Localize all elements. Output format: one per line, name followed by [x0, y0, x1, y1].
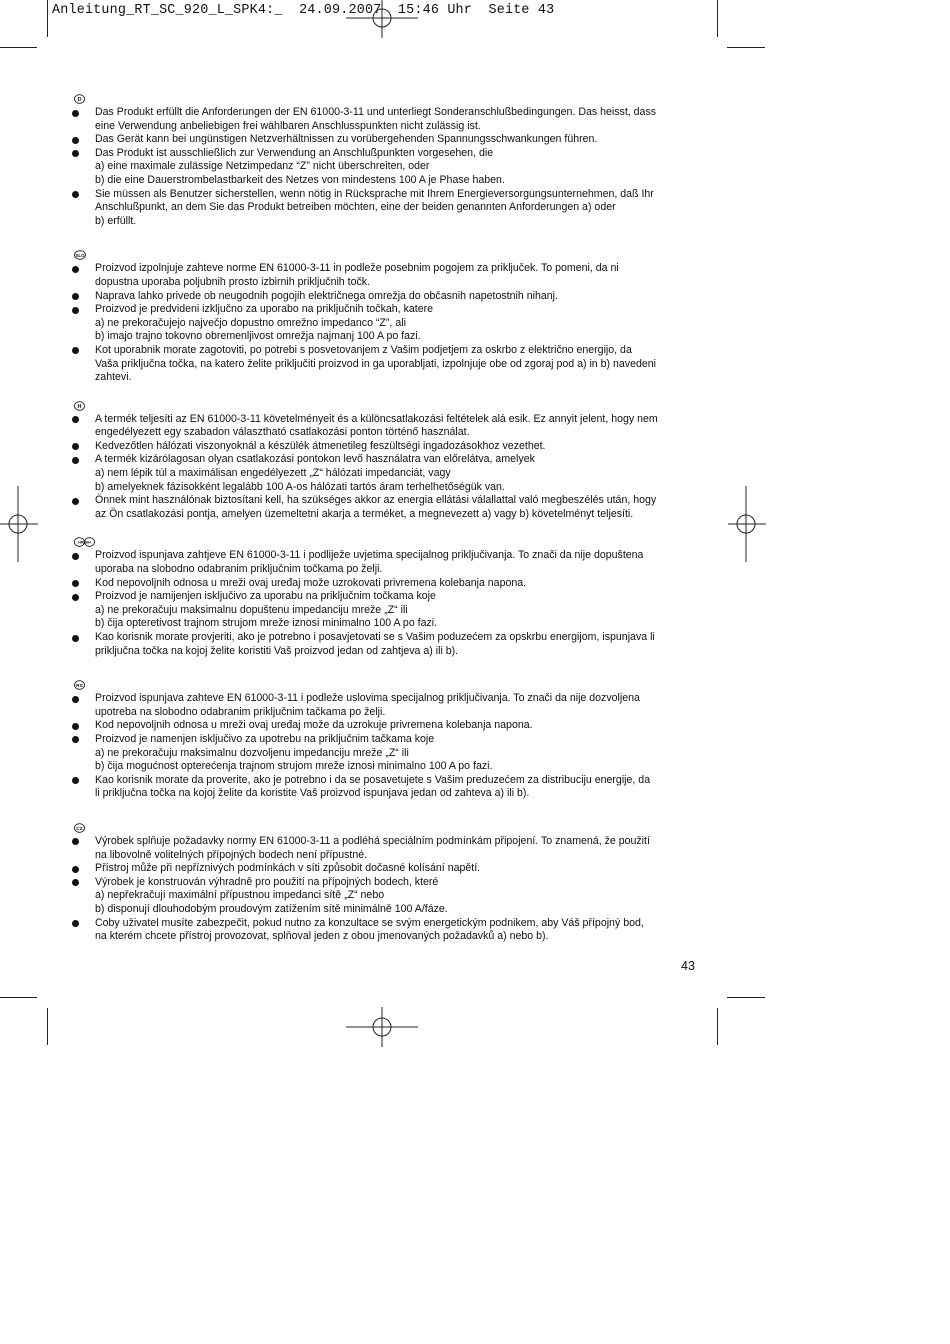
bullet-icon [72, 191, 79, 198]
bullet-icon [72, 293, 79, 300]
page-number: 43 [681, 959, 695, 973]
bullet-icon [72, 580, 79, 587]
registration-mark-right [726, 486, 766, 562]
list-item: Proizvod je namenjen isključivo za upotrebu na priključnim tačkama koje a) ne prekoračuju maksimalnu dozvoljenu impedanciju mreže „Z“ ili b) čija mogućnost opterećenja trajnom strujom mreže iznosi minimalno 100 A po fazi. [72, 733, 704, 774]
list-item: Kao korisnik morate provjeriti, ako je potrebno i posavjetovati se s Vašim poduzećem za opskrbu energijom, ispunjava li priključna točka na kojoj želite koristiti Vaš proizvod jedan od zahtjeva a) ili b). [72, 631, 704, 658]
list-item: Kot uporabnik morate zagotoviti, po potrebi s posvetovanjem z Vašim podjetjem za oskrbo z električno energijo, da Vaša priključna točka, na katero želite priključiti proizvod in ga uporabljati, izpolnjuje obe od zgoraj pod a) in b) navedeni zahtevi. [72, 344, 704, 385]
bullet-icon [72, 498, 79, 505]
list-item: Coby uživatel musíte zabezpečit, pokud nutno za konzultace se svým energetickým podnikem, aby Váš přípojný bod, na kterém chcete přístroj provozovat, splňoval jeden z obou jmenovaných požadavků a) nebo b). [72, 917, 704, 944]
bullet-icon [72, 696, 79, 703]
bullet-icon [72, 266, 79, 273]
bullet-icon [72, 635, 79, 642]
svg-text:H: H [77, 403, 82, 410]
bullet-icon [72, 443, 79, 450]
language-badge-cz-icon [74, 823, 96, 833]
section-h [72, 401, 704, 522]
list-item: Proizvod izpolnjuje zahteve norme EN 61000-3-11 in podleže posebnim pogojem za priključek. To pomeni, da ni dopustna uporaba poljubnih prosto izbirnih priključnih točk. [72, 262, 704, 289]
section-slo [72, 250, 704, 384]
list-item: Sie müssen als Benutzer sicherstellen, wenn nötig in Rücksprache mit Ihrem Energieversorgungsunternehmen, daß Ihr Anschlußpunkt, an dem Sie das Produkt betreiben möchten, eine der beiden genannten Anforderungen a) oder b) erfüllt. [72, 188, 704, 229]
language-badge-slo-icon [74, 250, 96, 260]
svg-text:HR/BIH: HR/BIH [78, 541, 91, 546]
svg-text:CZ: CZ [76, 826, 83, 832]
list-item: A termék teljesíti az EN 61000-3-11 követelményeit és a különcsatlakozási feltételek alá esik. Ez annyit jelent, hogy nem engedélyezett egy szabadon választható csatlakozási ponton történő használat. [72, 413, 704, 440]
section-cz [72, 823, 704, 944]
bullet-icon [72, 777, 79, 784]
bullet-icon [72, 723, 79, 730]
section-hr-bih [72, 537, 704, 658]
print-slug: Anleitung_RT_SC_920_L_SPK4:_ 24.09.2007 15:46 Uhr Seite 43 [52, 3, 555, 18]
list-item: Das Produkt ist ausschließlich zur Verwendung an Anschlußpunkten vorgesehen, die a) eine maximale zulässige Netzimpedanz “Z” nicht überschreiten, oder b) die eine Dauerstrombelastbarkeit des Netzes von mindestens 100 A je Phase haben. [72, 147, 704, 188]
bullet-icon [72, 866, 79, 873]
crop-mark [727, 47, 765, 48]
list-item: A termék kizárólagosan olyan csatlakozási pontokon levő használatra van előrelátva, amelyek a) nem lépik túl a maximálisan engedélyezett „Z“ hálózati impedanciát, vagy b) amelyeknek fázisokként legalább 100 A-os hálózati tartós áram terhelhetőségük van. [72, 453, 704, 494]
bullet-icon [72, 110, 79, 117]
crop-mark [0, 47, 37, 48]
registration-mark-bottom [346, 1007, 418, 1047]
list-item: Proizvod ispunjava zahtjeve EN 61000-3-11 i podliježe uvjetima specijalnog priključivanja. To znači da nije dopuštena uporaba na slobodno odabranim priključnim točkama po želji. [72, 549, 704, 576]
list-item: Přístroj může při nepříznivých podmínkách v síti způsobit dočasné kolísání napětí. [72, 862, 704, 876]
bullet-icon [72, 150, 79, 157]
list-item: Proizvod je namijenjen isključivo za uporabu na priključnim točkama koje a) ne prekoračuju maksimalnu dopuštenu impedanciju mreže „Z“ ili b) čija opteretivost trajnom strujom mreže iznosi minimalno 100 A po fazi. [72, 590, 704, 631]
language-badge-hr-bih-icon [74, 537, 96, 547]
crop-mark [0, 997, 37, 998]
bullet-icon [72, 920, 79, 927]
bullet-icon [72, 347, 79, 354]
list-item: Kod nepovoljnih odnosa u mreži ovaj uređaj može da uzrokuje privremena kolebanja napona. [72, 719, 704, 733]
bullet-icon [72, 553, 79, 560]
bullet-icon [72, 594, 79, 601]
document-body [72, 94, 704, 944]
list-item: Önnek mint használónak biztosítani kell, ha szükséges akkor az energia ellátási válallattal való megbeszélés után, hogy az Ön csatlakozási pontja, amelyen üzemeltetni akarja a terméket, a megnevezett a) vagy b) követelményt teljesíti. [72, 494, 704, 521]
list-item: Das Produkt erfüllt die Anforderungen der EN 61000-3-11 und unterliegt Sonderanschlußbedingungen. Das heisst, dass eine Verwendung anbeliebigen frei wählbaren Anschlusspunkten nicht zulässig ist. [72, 106, 704, 133]
list-item: Kedvezőtlen hálózati viszonyoknál a készülék átmenetileg feszültségi ingadozásokhoz vezethet. [72, 440, 704, 454]
bullet-icon [72, 879, 79, 886]
list-item: Kao korisnik morate da proverite, ako je potrebno i da se posavetujete s Vašim preduzećem za distribuciju energije, da li priključna točka na kojoj želite da koristite Vaš proizvod ispunjava jedan od zahteva a) ili b). [72, 774, 704, 801]
bullet-icon [72, 137, 79, 144]
list-item: Výrobek splňuje požadavky normy EN 61000-3-11 a podléhá speciálním podmínkám připojení. To znamená, že použití na libovolně volitelných přípojných bodech není přípustné. [72, 835, 704, 862]
language-badge-rs-icon [74, 680, 96, 690]
registration-mark-left [0, 486, 40, 562]
list-item: Das Gerät kann bei ungünstigen Netzverhältnissen zu vorübergehenden Spannungsschwankungen führen. [72, 133, 704, 147]
list-item: Kod nepovoljnih odnosa u mreži ovaj uređaj može uzrokovati privremena kolebanja napona. [72, 577, 704, 591]
section-de [72, 94, 704, 228]
svg-text:D: D [77, 97, 82, 103]
svg-text:RS: RS [76, 683, 83, 689]
list-item: Výrobek je konstruován výhradně pro použití na přípojných bodech, které a) nepřekračují maximální přípustnou impedanci sítě „Z“ nebo b) disponují dlouhodobým proudovým zatížením sítě minimálně 100 A/fáze. [72, 876, 704, 917]
crop-mark [47, 1008, 48, 1045]
bullet-icon [72, 838, 79, 845]
list-item: Naprava lahko privede ob neugodnih pogojih električnega omrežja do občasnih napetostnih nihanj. [72, 290, 704, 304]
list-item: Proizvod ispunjava zahteve EN 61000-3-11 i podleže uslovima specijalnog priključivanja. To znači da nije dozvoljena upotreba na slobodno odabranim priključnim tačkama po želji. [72, 692, 704, 719]
list-item: Proizvod je predvideni izključno za uporabo na priključnih točkah, katere a) ne prekoračujejo največjo dopustno omrežno impedanco “Z”, ali b) imajo trajno tokovno obremenljivost omrežja najmanj 100 A po fazi. [72, 303, 704, 344]
bullet-icon [72, 457, 79, 464]
crop-mark [717, 0, 718, 37]
bullet-icon [72, 736, 79, 743]
bullet-icon [72, 416, 79, 423]
crop-mark [717, 1008, 718, 1045]
language-badge-de-icon [74, 94, 96, 104]
crop-mark [47, 0, 48, 37]
crop-mark [727, 997, 765, 998]
svg-text:SLO: SLO [75, 253, 85, 259]
section-rs [72, 680, 704, 801]
language-badge-h-icon [74, 401, 96, 411]
bullet-icon [72, 307, 79, 314]
registration-mark-top [346, 0, 418, 40]
